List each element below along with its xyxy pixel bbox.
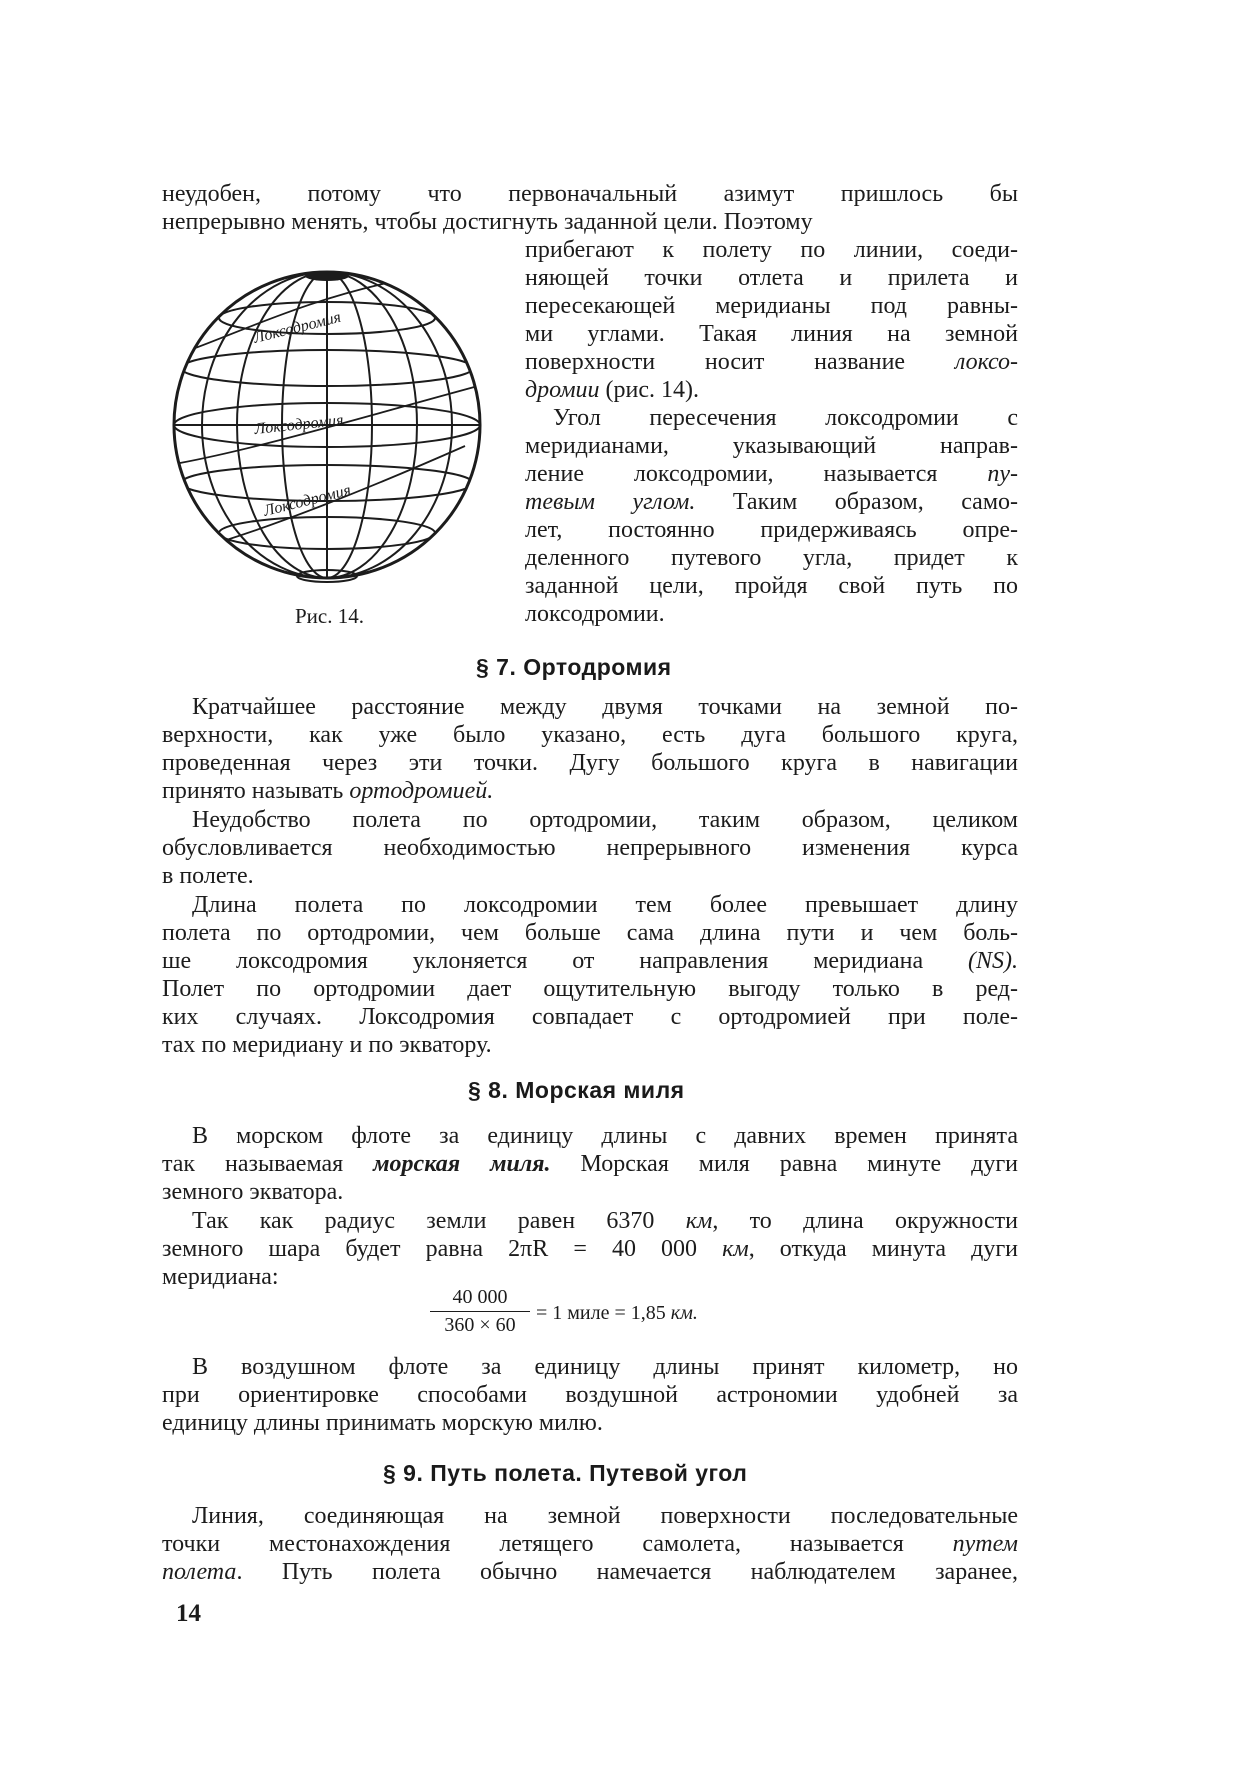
text-line: ких случаях. Локсодромия совпадает с ортодромией при поле- xyxy=(162,1004,1018,1030)
globe-figure xyxy=(160,258,495,593)
text-line: земного шара будет равна 2πR = 40 000 км, откуда минута дуги xyxy=(162,1236,1019,1262)
text-line: ление локсодромии, называется пу- xyxy=(525,461,1018,487)
text-line: непрерывно менять, чтобы достигнуть заданной цели. Поэтому xyxy=(162,209,813,235)
text-line: Кратчайшее расстояние между двумя точками на земной по- xyxy=(192,694,1018,720)
section-7-paragraph-1 xyxy=(162,693,1018,805)
formula-denominator: 360 × 60 xyxy=(444,1314,516,1336)
text-line: пересекающей меридианы под равны- xyxy=(525,293,1018,319)
text-line: няющей точки отлета и прилета и xyxy=(525,265,1018,291)
text-line: проведенная через эти точки. Дугу большого круга в навигации xyxy=(162,750,1018,776)
section-8-paragraph-3 xyxy=(162,1353,1018,1437)
loxodrome-label-top: Локсодромия xyxy=(251,308,343,347)
text-line: ше локсодромия уклоняется от направления меридиана (NS). xyxy=(162,948,1018,974)
section-8-paragraph-1 xyxy=(162,1122,1018,1206)
text-line: меридианами, указывающий направ- xyxy=(525,433,1018,459)
section-9-heading: § 9. Путь полета. Путевой угол xyxy=(383,1460,748,1486)
text-line: меридиана: xyxy=(162,1264,279,1290)
text-line: принято называть ортодромией. xyxy=(162,778,494,804)
formula-result: = 1 миле = 1,85 км. xyxy=(536,1302,698,1324)
section-8-heading: § 8. Морская миля xyxy=(468,1077,685,1103)
text-line: Неудобство полета по ортодромии, таким образом, целиком xyxy=(192,807,1018,833)
section-7-paragraph-3 xyxy=(162,891,1018,1059)
page-number: 14 xyxy=(176,1600,201,1627)
text-line: прибегают к полету по линии, соеди- xyxy=(525,237,1018,263)
text-line: лет, постоянно придерживаясь опре- xyxy=(525,517,1018,543)
text-line: поверхности носит название локсо- xyxy=(525,349,1018,375)
figure-caption: Рис. 14. xyxy=(295,604,364,628)
text-line: В морском флоте за единицу длины с давних времен принята xyxy=(192,1123,1018,1149)
text-line: дромии (рис. 14). xyxy=(525,377,700,403)
text-line: неудобен, потому что первоначальный азимут пришлось бы xyxy=(162,181,1018,207)
text-line: обусловливается необходимостью непрерывного изменения курса xyxy=(162,835,1018,861)
section-9-paragraph-1 xyxy=(162,1502,1018,1586)
text-line: тевым углом. Таким образом, само- xyxy=(525,489,1018,515)
section-7-paragraph-2 xyxy=(162,806,1018,890)
right-column-paragraph-1 xyxy=(525,236,1018,404)
text-line: тах по меридиану и по экватору. xyxy=(162,1032,492,1058)
text-line: в полете. xyxy=(162,863,254,889)
loxodrome-label-bottom: Локсодромия xyxy=(261,481,353,520)
text-line: В воздушном флоте за единицу длины принят километр, но xyxy=(192,1354,1018,1380)
text-line: Полет по ортодромии дает ощутительную выгоду только в ред- xyxy=(162,976,1018,1002)
loxodrome-label-middle: Локсодромия xyxy=(253,411,345,438)
text-line: точки местонахождения летящего самолета, называется путем xyxy=(162,1531,1018,1557)
formula-fraction xyxy=(430,1286,530,1337)
text-line: Линия, соединяющая на земной поверхности последовательные xyxy=(192,1503,1018,1529)
text-line: Угол пересечения локсодромии с xyxy=(553,405,1018,431)
text-line: земного экватора. xyxy=(162,1179,344,1205)
text-line: полета. Путь полета обычно намечается наблюдателем заранее, xyxy=(162,1559,1018,1585)
formula-numerator: 40 000 xyxy=(430,1286,530,1312)
right-column-paragraph-2 xyxy=(525,404,1018,628)
text-line: полета по ортодромии, чем больше сама длина пути и чем боль- xyxy=(162,920,1018,946)
text-line: так называемая морская миля. Морская миля равна минуте дуги xyxy=(162,1151,1019,1177)
text-line: заданной цели, пройдя свой путь по xyxy=(525,573,1018,599)
text-line: деленного путевого угла, придет к xyxy=(525,545,1018,571)
section-7-heading: § 7. Ортодромия xyxy=(476,654,672,680)
text-line: локсодромии. xyxy=(525,601,665,627)
text-line: верхности, как уже было указано, есть дуга большого круга, xyxy=(162,722,1018,748)
section-8-paragraph-2 xyxy=(162,1207,1018,1291)
text-line: Длина полета по локсодромии тем более превышает длину xyxy=(192,892,1018,918)
intro-paragraph xyxy=(162,180,1018,236)
text-line: ми углами. Такая линия на земной xyxy=(525,321,1018,347)
text-line: единицу длины принимать морскую милю. xyxy=(162,1410,603,1436)
text-line: при ориентировке способами воздушной астрономии удобней за xyxy=(162,1382,1018,1408)
text-line: Так как радиус земли равен 6370 км, то длина окружности xyxy=(192,1208,1019,1234)
